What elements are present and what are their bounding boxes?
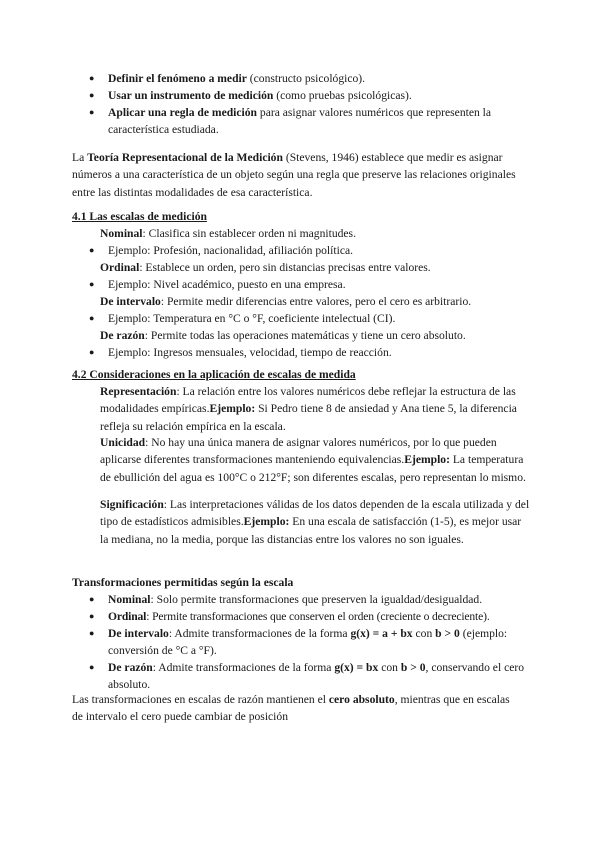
bullet-icon: ● bbox=[89, 313, 95, 323]
section-heading-scales: 4.1 Las escalas de medición bbox=[72, 210, 207, 223]
theory-paragraph: La Teoría Representacional de la Medición (Stevens, 1946) establece que medir es asignar números a una característica de un objeto según una regla que preserve las relaciones originales entre las distintas modalidades de esa característica. bbox=[72, 151, 516, 199]
transformation-ratio: De razón: Admite transformaciones de la forma g(x) = bx con b > 0, conservando el cero absoluto. bbox=[108, 661, 525, 692]
bullet-icon: ● bbox=[89, 347, 95, 357]
consideration-representation: Representación: La relación entre los valores numéricos debe reflejar la estructura de las modalidades empíricas.Ejemplo: Si Pedro tiene 8 de ansiedad y Ana tiene 5, la diferencia refleja su relación empírica en la escala. bbox=[100, 385, 517, 433]
bullet-icon: ● bbox=[89, 73, 95, 83]
bullet-icon: ● bbox=[89, 107, 95, 117]
bullet-icon: ● bbox=[89, 611, 95, 621]
scale-definition-ordinal: Ordinal: Establece un orden, pero sin distancias precisas entre valores. bbox=[100, 261, 431, 274]
scale-example-nominal: Ejemplo: Profesión, nacionalidad, afiliación política. bbox=[108, 244, 354, 257]
section-heading-transformations: Transformaciones permitidas según la escala bbox=[72, 576, 294, 589]
bullet-icon: ● bbox=[89, 628, 95, 638]
bullet-icon: ● bbox=[89, 662, 95, 672]
bullet-icon: ● bbox=[89, 245, 95, 255]
intro-bullet-1: Definir el fenómeno a medir (constructo psicológico). bbox=[108, 72, 366, 85]
scale-definition-nominal: Nominal: Clasifica sin establecer orden ni magnitudes. bbox=[100, 227, 356, 240]
closing-paragraph: Las transformaciones en escalas de razón mantienen el cero absoluto, mientras que en escalas de intervalo el cero puede cambiar de posición bbox=[72, 693, 510, 724]
bullet-icon: ● bbox=[89, 594, 95, 604]
section-heading-considerations: 4.2 Consideraciones en la aplicación de escalas de medida bbox=[72, 368, 356, 381]
scale-example-interval: Ejemplo: Temperatura en °C o °F, coeficiente intelectual (CI). bbox=[108, 312, 396, 325]
scale-example-ratio: Ejemplo: Ingresos mensuales, velocidad, tiempo de reacción. bbox=[108, 346, 392, 359]
transformation-nominal: Nominal: Solo permite transformaciones que preserven la igualdad/desigualdad. bbox=[108, 593, 483, 606]
bullet-icon: ● bbox=[89, 279, 95, 289]
scale-example-ordinal: Ejemplo: Nivel académico, puesto en una empresa. bbox=[108, 278, 346, 291]
transformation-ordinal: Ordinal: Permite transformaciones que conserven el orden (creciente o decreciente). bbox=[108, 610, 490, 623]
scale-definition-ratio: De razón: Permite todas las operaciones matemáticas y tiene un cero absoluto. bbox=[100, 329, 466, 342]
transformation-interval: De intervalo: Admite transformaciones de la forma g(x) = a + bx con b > 0 (ejemplo: conversión de °C a °F). bbox=[108, 627, 508, 658]
intro-bullet-2: Usar un instrumento de medición (como pruebas psicológicas). bbox=[108, 89, 412, 102]
bullet-icon: ● bbox=[89, 90, 95, 100]
scale-definition-interval: De intervalo: Permite medir diferencias entre valores, pero el cero es arbitrario. bbox=[100, 295, 472, 308]
intro-bullet-3: Aplicar una regla de medición para asignar valores numéricos que representen la característica estudiada. bbox=[108, 106, 492, 137]
consideration-uniqueness: Unicidad: No hay una única manera de asignar valores numéricos, por lo que pueden aplicarse diferentes transformaciones manteniendo equivalencias.Ejemplo: La temperatura de ebullición del agua es 100°C o 212°F; son diferentes escalas, pero representan lo mismo. bbox=[100, 436, 526, 484]
consideration-significance: Significación: Las interpretaciones válidas de los datos dependen de la escala utilizada y del tipo de estadísticos admisibles.Ejemplo: En una escala de satisfacción (1-5), es mejor usar la mediana, no la media, porque las distancias entre los valores no son iguales. bbox=[100, 498, 530, 546]
